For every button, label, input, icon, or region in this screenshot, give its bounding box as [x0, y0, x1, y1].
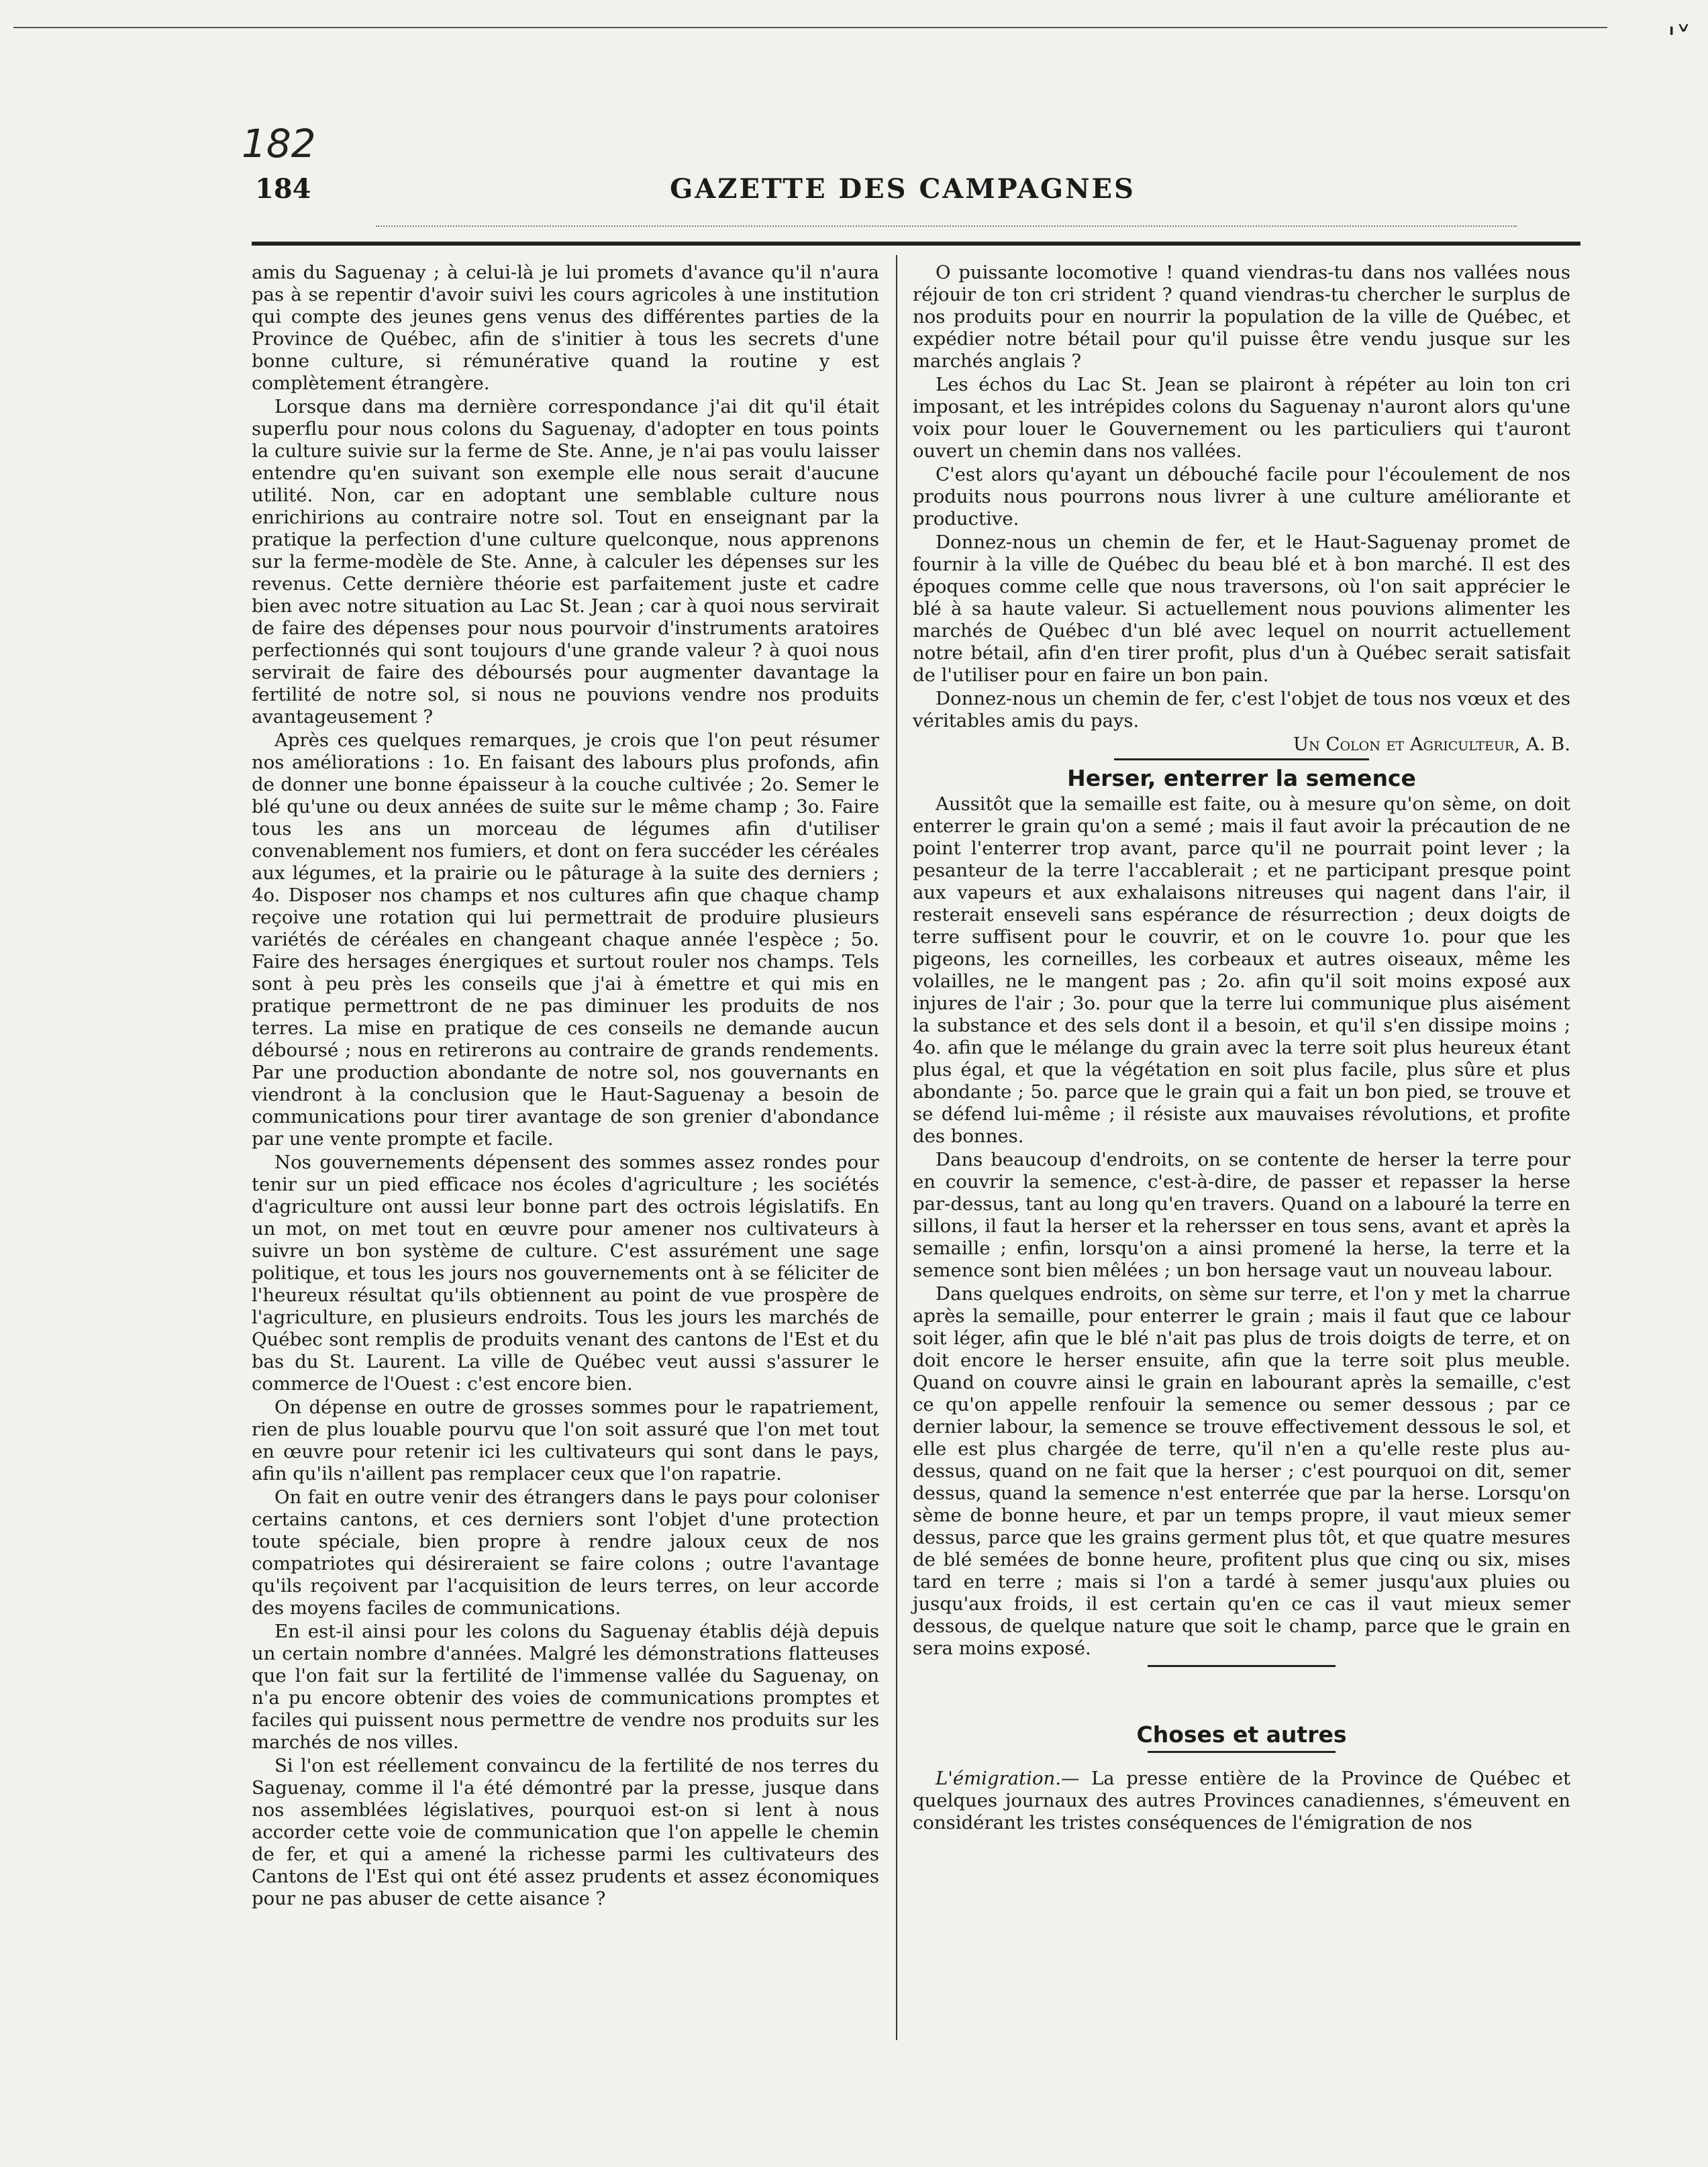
right-paragraph: Donnez-nous un chemin de fer, c'est l'objet de tous nos vœux et des véritables amis du pays. — [913, 688, 1570, 732]
right-paragraph: O puissante locomotive ! quand viendras-tu dans nos vallées nous réjouir de ton cri strident ? quand viendras-tu chercher le surplus de nos produits pour en nourrir la population de la ville de Québec, et expédier notre bétail pour qu'il puisse être vendu jusque sur les marchés anglais ? — [913, 262, 1570, 372]
left-paragraph: On fait en outre venir des étrangers dans le pays pour coloniser certains cantons, et ces derniers sont l'objet d'une protection toute spéciale, bien propre à rendre jaloux ceux de nos compatriotes qui désireraient se faire colons ; outre l'avantage qu'ils reçoivent par l'acquisition de leurs terres, on leur accorde des moyens faciles de communications. — [252, 1486, 879, 1619]
section-title-herser: Herser, enterrer la semence — [1067, 765, 1416, 791]
choses-lead: L'émigration.— — [936, 1768, 1080, 1789]
section-title-choses: Choses et autres — [1136, 1721, 1347, 1748]
herser-paragraph: Aussitôt que la semaille est faite, ou à mesure qu'on sème, on doit enterrer le grain qu'on a semé ; mais il faut avoir la précaution de ne point l'enterrer trop avant, parce qu'il ne pourrait point lever ; la pesanteur de la terre l'accablerait ; et ne participant presque point aux vapeurs et aux exhalaisons nitreuses qui nagent dans l'air, il resterait enseveli sans espérance de résurrection ; deux doigts de terre suffisent pour le couvrir, et on le couvre 1o. pour que les pigeons, les corneilles, les corbeaux et autres oiseaux, même les volailles, ne le mangent pas ; 2o. afin qu'il soit moins exposé aux injures de l'air ; 3o. pour que la terre lui communique plus aisément la substance et des sels dont il a besoin, et qu'il s'en dissipe moins ; 4o. afin que le mélange du grain avec la terre soit plus heureux étant plus égal, et que la végétation en soit plus facile, plus sûre et plus abondante ; 5o. parce que le grain qui a fait un bon pied, se trouve et se défend lui-même ; il résiste aux mauvaises révolutions, et profite des bonnes. — [913, 793, 1570, 1147]
left-paragraph: amis du Saguenay ; à celui-là je lui promets d'avance qu'il n'aura pas à se repentir d'avoir suivi les cours agricoles à une institution qui compte des jeunes gens venus des différentes parties de la Province de Québec, afin de s'initier à tous les secrets d'une bonne culture, si rémunérative quand la routine y est complètement étrangère. — [252, 262, 879, 394]
left-paragraph: Nos gouvernements dépensent des sommes assez rondes pour tenir sur un pied efficace nos écoles d'agriculture ; les sociétés d'agriculture ont aussi leur bonne part des octrois législatifs. En un mot, on met tout en œuvre pour amener nos cultivateurs à suivre un bon système de culture. C'est assurément une sage politique, et tous les jours nos gouvernements ont à se féliciter de l'heureux résultat qu'ils obtiennent au point de vue prospère de l'agriculture, en plusieurs endroits. Tous les jours les marchés de Québec sont remplis de produits venant des cantons de l'Est et du bas du St. Laurent. La ville de Québec veut aussi s'assurer le commerce de l'Ouest : c'est encore bien. — [252, 1152, 879, 1395]
top-border-rule — [13, 27, 1607, 28]
section-gap — [913, 1682, 1570, 1719]
left-paragraph: Si l'on est réellement convaincu de la fertilité de nos terres du Saguenay, comme il l'a été démontré par la presse, jusque dans nos assemblées législatives, pourquoi est-on si lent à nous accorder cette voie de communication que l'on appelle le chemin de fer, et qui a amené la richesse parmi les cultivateurs des Cantons de l'Est qui ont été assez prudents et assez économiques pour ne pas abuser de cette aisance ? — [252, 1755, 879, 1909]
left-paragraph: En est-il ainsi pour les colons du Saguenay établis déjà depuis un certain nombre d'années. Malgré les démonstrations flatteuses que l'on fait sur la fertilité de l'immense vallée du Saguenay, on n'a pu encore obtenir des voies de communications promptes et faciles qui puissent nous permettre de vendre nos produits sur les marchés de nos villes. — [252, 1621, 879, 1753]
header-heavy-rule — [252, 242, 1580, 246]
right-column — [913, 262, 1570, 1835]
signature-rule — [1114, 758, 1369, 760]
handwritten-page-number: 182 — [242, 121, 316, 166]
masthead-title: GAZETTE DES CAMPAGNES — [670, 173, 1136, 205]
left-paragraph: Après ces quelques remarques, je crois que l'on peut résumer nos améliorations : 1o. En faisant des labours plus profonds, afin de donner une bonne épaisseur à la couche cultivée ; 2o. Semer le blé qu'une ou deux années de suite sur le même champ ; 3o. Faire tous les ans un morceau de légumes afin d'utiliser convenablement nos fumiers, et dont on fera succéder les céréales aux légumes, et la prairie ou le pâturage à la suite des derniers ; 4o. Disposer nos champs et nos cultures afin que chaque champ reçoive une rotation qui lui permettrait de produire plusieurs variétés de céréales en changeant chaque année l'espèce ; 5o. Faire des hersages énergiques et surtout rouler nos champs. Tels sont à peu près les conseils que j'ai à émettre et qui mis en pratique permettront de ne pas diminuer les produits de nos terres. La mise en pratique de ces conseils ne demande aucun déboursé ; nous en retirerons au contraire de grands rendements. Par une production abondante de notre sol, nos gouvernants en viendront à la conclusion que le Haut-Saguenay a besoin de communications pour tirer avantage de son grenier d'abondance par une vente prompte et facile. — [252, 729, 879, 1150]
herser-paragraph: Dans beaucoup d'endroits, on se contente de herser la terre pour en couvrir la semence, c'est-à-dire, de passer et repasser la herse par-dessus, tant au long qu'en travers. Quand on a labouré la terre en sillons, il faut la herser et la rehersser en tous sens, avant et après la semaille ; enfin, lorsqu'on a ainsi promené la herse, la terre et la semence sont bien mêlées ; un bon hersage vaut un nouveau labour. — [913, 1149, 1570, 1281]
choses-paragraph — [913, 1768, 1570, 1834]
left-column — [252, 262, 879, 1911]
masthead-dotted-rule — [376, 225, 1517, 227]
section-rule — [1148, 1751, 1336, 1753]
article-signature: Un Colon et Agriculteur, A. B. — [1293, 734, 1570, 755]
column-divider — [896, 255, 897, 2040]
section-rule — [1148, 1665, 1336, 1667]
right-paragraph: Les échos du Lac St. Jean se plairont à répéter au loin ton cri imposant, et les intrépides colons du Saguenay n'auront alors qu'une voix pour louer le Gouvernement ou les particuliers qui t'auront ouvert un chemin dans nos vallées. — [913, 374, 1570, 462]
printed-page-number: 184 — [255, 173, 311, 205]
margin-mark: '˅ — [1667, 20, 1691, 56]
herser-paragraph: Dans quelques endroits, on sème sur terre, et l'on y met la charrue après la semaille, pour enterrer le grain ; mais il faut que ce labour soit léger, afin que le blé n'ait pas plus de trois doigts de terre, et on doit encore le herser ensuite, afin que la terre soit plus meuble. Quand on couvre ainsi le grain en labourant après la semaille, c'est ce qu'on appelle renfouir la semence ou semer dessous ; par ce dernier labour, la semence se trouve effectivement dessous le sol, et elle est plus chargée de terre, qu'il n'en a qu'elle reste plus au-dessus, quand on ne fait que la herser ; c'est pourquoi on dit, semer dessus, quand la semence n'est enterrée que par la herse. Lorsqu'on sème de bonne heure, et par un temps propre, il vaut mieux semer dessus, parce que les grains germent plus tôt, et que quatre mesures de blé semées de bonne heure, profitent plus que cinq ou six, mises tard en terre ; mais si l'on a tardé à semer jusqu'aux pluies ou jusqu'aux froids, il est certain qu'en ce cas il vaut mieux semer dessous, de quelque nature que soit le champ, parce que le grain en sera moins exposé. — [913, 1283, 1570, 1659]
right-paragraph: C'est alors qu'ayant un débouché facile pour l'écoulement de nos produits nous pourrons nous livrer à une culture améliorante et productive. — [913, 464, 1570, 530]
choses-text: La presse entière de la Province de Québec et quelques journaux des autres Provinces canadiennes, s'émeuvent en considérant les tristes conséquences de l'émigration de nos — [913, 1768, 1570, 1833]
left-paragraph: Lorsque dans ma dernière correspondance j'ai dit qu'il était superflu pour nous colons du Saguenay, d'adopter en tous points la culture suivie sur la ferme de Ste. Anne, je n'ai pas voulu laisser entendre qu'en suivant son exemple elle nous serait d'aucune utilité. Non, car en adoptant une semblable culture nous enrichirions au contraire notre sol. Tout en enseignant par la pratique la perfection d'une culture quelconque, nous apprenons sur la ferme-modèle de Ste. Anne, à calculer les dépenses sur les revenus. Cette dernière théorie est parfaitement juste et cadre bien avec notre situation au Lac St. Jean ; car à quoi nous servirait de faire des dépenses pour nous pourvoir d'instruments aratoires perfectionnés qui sont toujours d'une grande valeur ? à quoi nous servirait de faire des déboursés pour augmenter davantage la fertilité de notre sol, si nous ne pouvions vendre nos produits avantageusement ? — [252, 396, 879, 727]
right-paragraph: Donnez-nous un chemin de fer, et le Haut-Saguenay promet de fournir à la ville de Québec du beau blé et à bon marché. Il est des époques comme celle que nous traversons, où l'on sait apprécier le blé à sa haute valeur. Si actuellement nous pouvions alimenter les marchés de Québec d'un blé avec lequel on nourrit actuellement notre bétail, afin d'en tirer profit, plus d'un à Québec serait satisfait de l'utiliser pour en faire un bon pain. — [913, 532, 1570, 686]
left-paragraph: On dépense en outre de grosses sommes pour le rapatriement, rien de plus louable pourvu que l'on soit assuré que l'on met tout en œuvre pour retenir ici les cultivateurs qui sont dans le pays, afin qu'ils n'aillent pas remplacer ceux que l'on rapatrie. — [252, 1397, 879, 1484]
